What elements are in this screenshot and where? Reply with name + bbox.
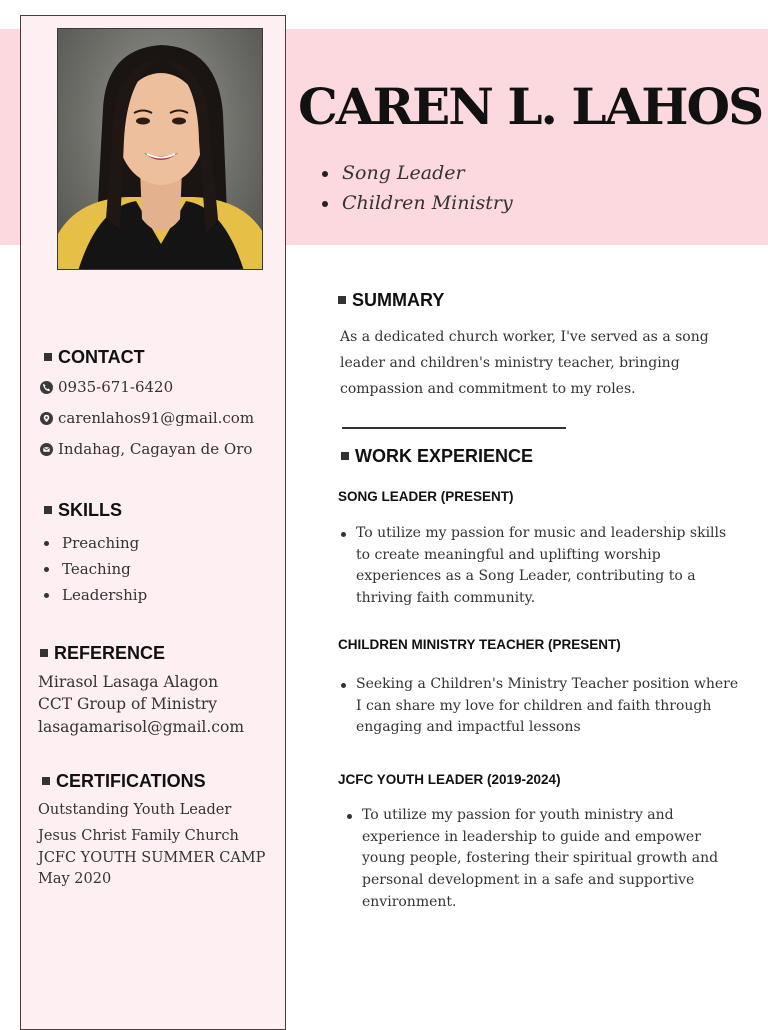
- square-bullet-icon: [40, 649, 48, 657]
- summary-line: As a dedicated church worker, I've served as a song: [340, 329, 709, 345]
- certification-line: JCFC YOUTH SUMMER CAMP: [38, 850, 266, 866]
- job-description: [339, 674, 759, 739]
- job-line: thriving faith community.: [356, 590, 536, 607]
- contact-email: [40, 409, 254, 427]
- role-item: Song Leader: [322, 158, 513, 188]
- job-line: Seeking a Children's Ministry Teacher position where: [356, 676, 739, 692]
- skill-item: Teaching: [44, 556, 147, 582]
- job-title: SONG LEADER (PRESENT): [338, 489, 514, 504]
- job-line: environment.: [362, 893, 457, 910]
- work-experience-heading-label: WORK EXPERIENCE: [355, 446, 534, 466]
- job-line: engaging and impactful lessons: [356, 719, 581, 736]
- reference-org: CCT Group of Ministry: [38, 695, 218, 713]
- square-bullet-icon: [341, 452, 349, 460]
- certifications-heading: [42, 772, 206, 790]
- skills-list: [44, 530, 147, 608]
- phone-text: 0935-671-6420: [58, 378, 174, 396]
- certifications-heading-label: CERTIFICATIONS: [56, 771, 206, 791]
- job-line: experiences as a Song Leader, contributing to a: [356, 568, 696, 585]
- certification-line: May 2020: [38, 871, 112, 887]
- contact-heading-label: CONTACT: [58, 347, 145, 367]
- skill-item: Preaching: [44, 530, 147, 556]
- contact-phone: [40, 378, 173, 396]
- mail-icon: [40, 443, 53, 456]
- job-line: I can share my love for children and faith through: [356, 697, 712, 714]
- summary-heading: [338, 291, 444, 309]
- role-item: Children Ministry: [322, 188, 513, 218]
- summary-heading-label: SUMMARY: [352, 290, 445, 310]
- job-line: young people, fostering their spiritual growth and: [362, 850, 719, 867]
- certification-line: Jesus Christ Family Church: [38, 828, 239, 844]
- skills-heading: [44, 501, 122, 519]
- job-line: To utilize my passion for music and leadership skills: [356, 525, 727, 541]
- contact-address: [40, 440, 252, 458]
- square-bullet-icon: [44, 353, 52, 361]
- summary-text: [340, 324, 750, 402]
- contact-heading: [44, 348, 145, 366]
- work-experience-heading: [341, 447, 533, 465]
- reference-heading-label: REFERENCE: [54, 643, 166, 663]
- summary-line: compassion and commitment to my roles.: [340, 381, 636, 397]
- job-title: CHILDREN MINISTRY TEACHER (PRESENT): [338, 637, 621, 652]
- skills-heading-label: SKILLS: [58, 500, 123, 520]
- job-description: [345, 805, 755, 914]
- job-title: JCFC YOUTH LEADER (2019-2024): [338, 772, 561, 787]
- square-bullet-icon: [42, 777, 50, 785]
- reference-name: Mirasol Lasaga Alagon: [38, 673, 219, 691]
- reference-email: lasagamarisol@gmail.com: [38, 718, 245, 736]
- job-line: experience in leadership to guide and empower: [362, 828, 701, 845]
- job-line: personal development in a safe and supportive: [362, 872, 695, 889]
- certification-line: Outstanding Youth Leader: [38, 802, 232, 818]
- location-pin-icon: [40, 412, 53, 425]
- section-divider: [342, 427, 566, 429]
- candidate-name: CAREN L. LAHOS: [298, 77, 763, 136]
- job-description: [339, 523, 759, 610]
- skill-item: Leadership: [44, 582, 147, 608]
- summary-line: leader and children's ministry teacher, bringing: [340, 355, 680, 371]
- email-text: carenlahos91@gmail.com: [58, 409, 255, 427]
- square-bullet-icon: [44, 506, 52, 514]
- profile-photo: [57, 28, 263, 270]
- phone-icon: [40, 381, 53, 394]
- reference-heading: [40, 644, 165, 662]
- job-line: to create meaningful and uplifting worship: [356, 546, 661, 563]
- job-line: To utilize my passion for youth ministry and: [362, 807, 674, 823]
- role-list: [322, 158, 513, 218]
- square-bullet-icon: [338, 296, 346, 304]
- address-text: Indahag, Cagayan de Oro: [58, 440, 253, 458]
- portrait-image: [58, 29, 263, 270]
